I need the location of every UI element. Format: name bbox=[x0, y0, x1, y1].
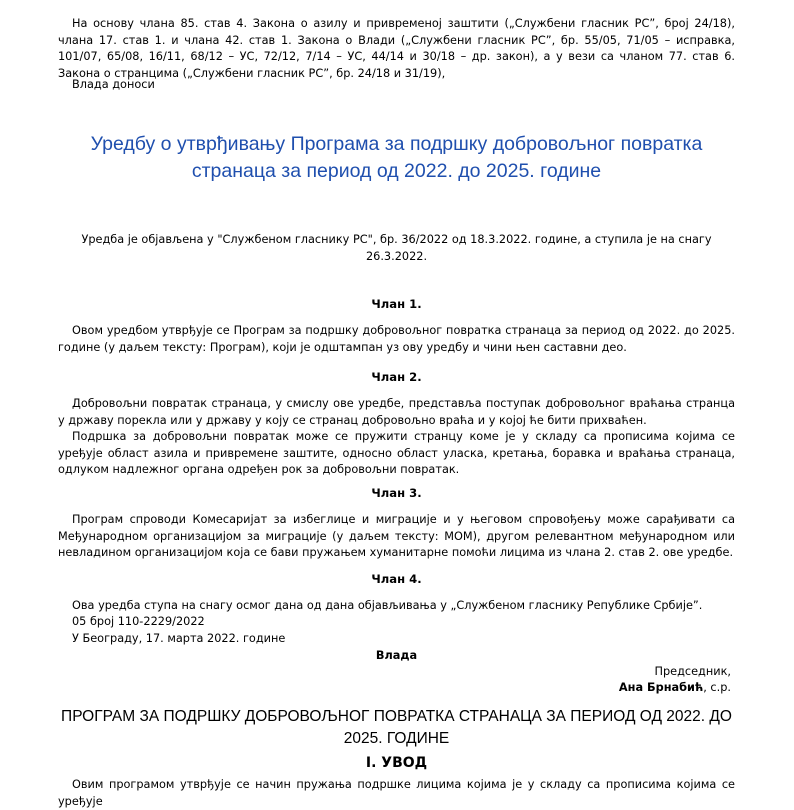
signatory-title: Председник, bbox=[654, 665, 731, 678]
article-3-heading: Члан 3. bbox=[371, 486, 422, 500]
document-number: 05 број 110-2229/2022 bbox=[72, 615, 205, 628]
place-and-date: У Београду, 17. марта 2022. године bbox=[72, 632, 286, 645]
article-4-paragraph: Ова уредба ступа на снагу осмог дана од дана објављивања у „Службеном гласнику Републике Србије”. bbox=[72, 599, 703, 612]
article-1-paragraph: Овом уредбом утврђује се Програм за подршку добровољног повратка странаца за период од 2022. до 2025. године (у даљем тексту: Програм), који је одштампан уз ову уредбу и чини њен саставни део. bbox=[58, 324, 735, 354]
signatory-name: Ана Брнабић bbox=[618, 681, 704, 694]
government-passes-line: Влада доноси bbox=[72, 78, 155, 91]
signatory-suffix: , с.р. bbox=[703, 681, 731, 694]
signatory-line bbox=[619, 680, 731, 697]
decree-title: Уредбу о утврђивању Програма за подршку добровољног повратка странаца за период од 2022. до 2025. године bbox=[90, 133, 703, 182]
article-1-heading: Члан 1. bbox=[371, 297, 422, 311]
program-title: ПРОГРАМ ЗА ПОДРШКУ ДОБРОВОЉНОГ ПОВРАТКА СТРАНАЦА ЗА ПЕРИОД ОД 2022. ДО 2025. ГОДИНЕ bbox=[61, 708, 732, 747]
legal-basis-paragraph: На основу члана 85. став 4. Закона о азилу и привременој заштити („Службени гласник РС”, број 24/18), члана 17. став 1. и члана 42. став 1. Закона о Влади („Службени гласник РС”, бр. 55/05, 71/05 – исправка, 101/07, 65/08, 16/11, 68/12 – УС, 72/12, 7/14 – УС, 44/14 и 30/18 – др. закон), а у вези са чланом 77. став 6. Закона о странцима („Службени гласник РС”, бр. 24/18 и 31/19), bbox=[58, 17, 735, 80]
section-heading: I. УВОД bbox=[365, 755, 428, 771]
article-2-heading: Члан 2. bbox=[371, 370, 422, 384]
issuer-name: Влада bbox=[375, 649, 418, 662]
publication-note: Уредба је објављена у "Службеном гласнику РС", бр. 36/2022 од 18.3.2022. године, а ступила је на снагу 26.3.2022. bbox=[81, 233, 712, 263]
program-intro-paragraph: Овим програмом утврђује се начин пружања подршке лицима којима је у складу са прописима којима се уређује bbox=[58, 778, 735, 808]
article-2-paragraph-2: Подршка за добровољни повратак може се пружити странцу коме је у складу са прописима којима се уређује област азила и привремене заштите, односно област уласка, кретања, боравка и враћања странаца, одлуком надлежног органа одређен рок за добровољни повратак. bbox=[58, 430, 735, 476]
article-3-paragraph: Програм спроводи Комесаријат за избеглице и миграције и у његовом спровођењу може сарађивати са Међународном организацијом за миграције (у даљем тексту: МОМ), другом релевантном међународном или невладином организацијом која се бави пружањем хуманитарне помоћи лицима из члана 2. став 2. ове уредбе. bbox=[58, 513, 735, 559]
article-4-heading: Члан 4. bbox=[371, 572, 422, 586]
article-2-paragraph-1: Добровољни повратак странаца, у смислу ове уредбе, представља поступак добровољног враћања странца у државу порекла или у државу у коју се странац добровољно враћа и у којој ће бити прихваћен. bbox=[58, 397, 735, 427]
